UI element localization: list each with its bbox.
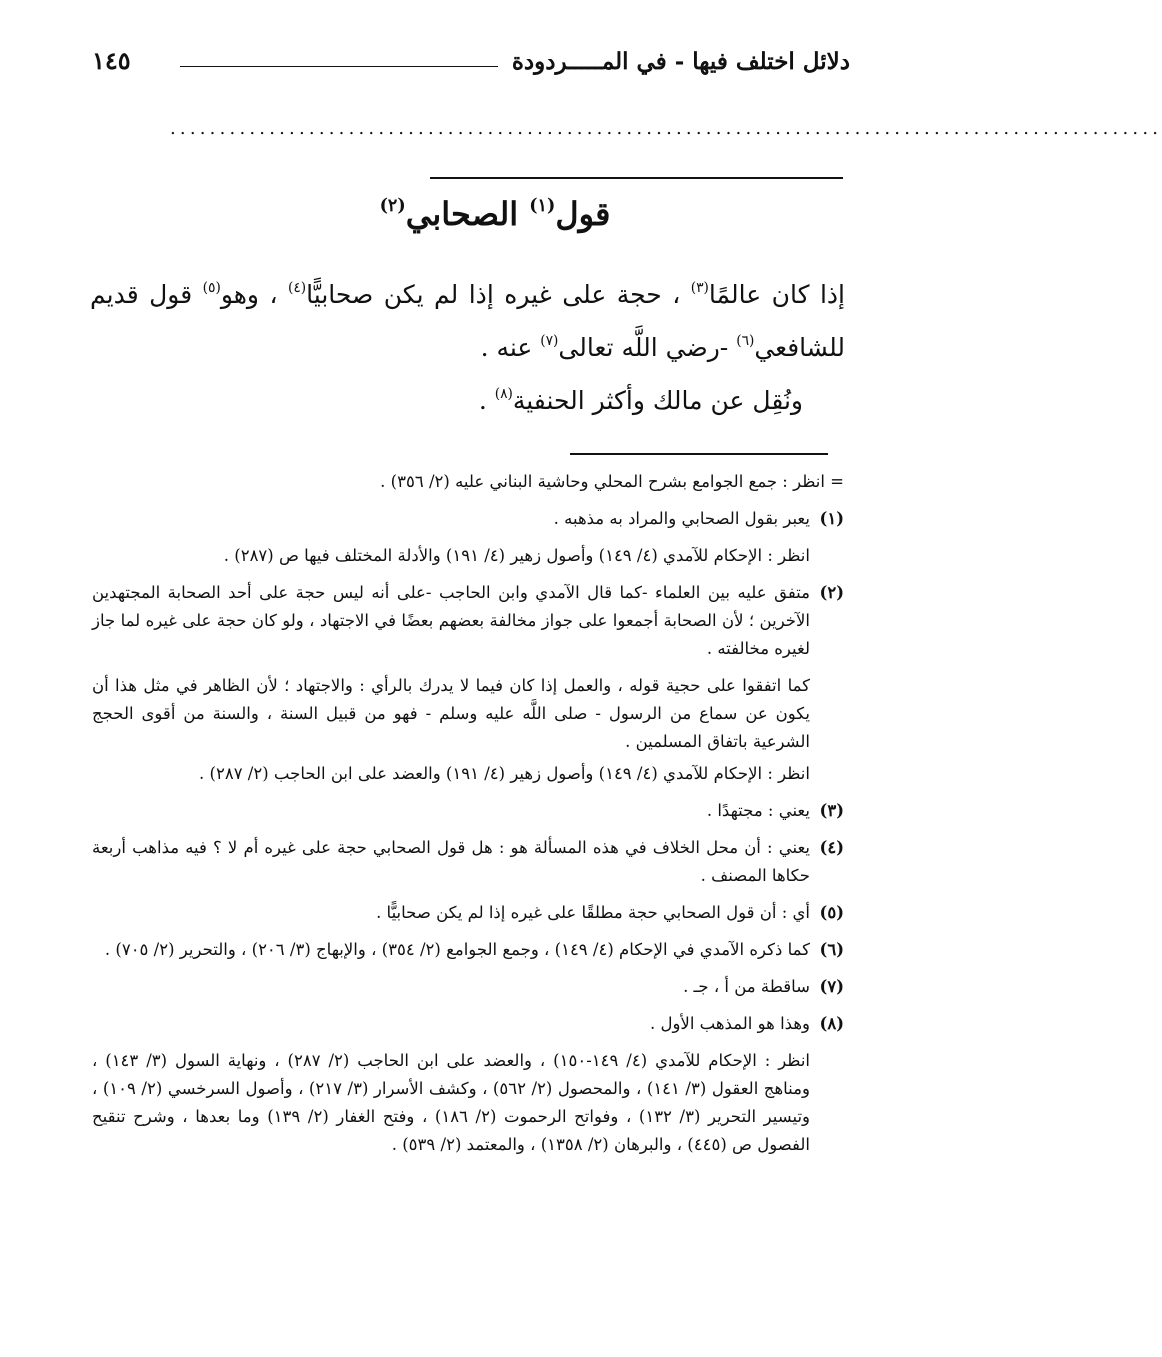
footnotes [92,468,844,1168]
footnote-number: (٣) [819,801,844,820]
footnote-text: وهذا هو المذهب الأول . [649,1014,810,1033]
footnote-6 [92,936,844,968]
footnote-text: انظر : الإحكام للآمدي (٤/ ١٤٩-١٥٠) ، والعضد على ابن الحاجب (٢/ ٢٨٧) ، ونهاية السول (٣/ ١٤٣) ، ومناهج العقول (٣/ ١٤١) ، والمحصول (٢/ ٥٦٢) ، وكشف الأسرار (٣/ ٢١٧) ، وأصول السرخسي (٢/ ١٠٩) ، وتيسير التحرير (٣/ ١٣٢) ، وفواتح الرحموت (٢/ ١٨٦) ، وفتح الغفار (٢/ ١٣٩) وما بعدها ، وشرح تنقيح الفصول ص (٤٤٥) ، والبرهان (٢/ ١٣٥٨) ، والمعتمد (٢/ ٥٣٩) . [92,1051,811,1154]
footnote-number: (٨) [819,1014,844,1033]
footnote-1-sources [92,542,844,574]
text-run: -رضي اللَّه تعالى [558,333,729,362]
footnote-number: (٤) [819,838,844,857]
footnote-continuation [92,468,844,500]
footnote-text: ساقطة من أ ، جـ . [683,977,810,996]
footnote-text: يعني : مجتهدًا . [706,801,810,820]
footnote-number: (٧) [819,977,844,996]
footnote-text: كما ذكره الآمدي في الإحكام (٤/ ١٤٩) ، وجمع الجوامع (٢/ ٣٥٤) ، والإبهاج (٣/ ٢٠٦) ، والتحرير (٢/ ٧٠٥) . [104,940,810,959]
text-run: ، حجة على غيره إذا لم يكن صحابيًّا [306,280,681,309]
footnote-ref-7[interactable]: (٧) [540,333,559,349]
footnote-ref-2[interactable]: (٢) [379,194,406,216]
section-rule [430,177,843,179]
footnote-3 [92,797,844,829]
text-run: . [478,386,487,415]
text-run: ونُقِل عن مالك وأكثر الحنفية [512,386,803,415]
section-heading [260,195,730,233]
main-paragraph-2 [90,374,845,427]
footnote-text: = انظر : جمع الجوامع بشرح المحلي وحاشية البناني عليه (٢/ ٣٥٦) . [380,472,844,491]
footnote-4 [92,834,844,894]
text-run: قول قديم للشافعي [90,280,845,362]
footnote-number: (١) [819,509,844,528]
footnote-ref-4[interactable]: (٤) [288,280,307,296]
page-number: ١٤٥ [92,46,131,75]
footnote-text: يعبر بقول الصحابي والمراد به مذهبه . [553,509,810,528]
footnote-text: انظر : الإحكام للآمدي (٤/ ١٤٩) وأصول زهير (٤/ ١٩١) والعضد على ابن الحاجب (٢/ ٢٨٧) . [199,764,810,783]
text-run: إذا كان عالمًا [708,280,845,309]
footnote-5 [92,899,844,931]
footnote-ref-8[interactable]: (٨) [494,386,513,402]
footnote-8 [92,1010,844,1042]
dotted-separator: .................................................................................................... [170,118,1162,139]
footnote-text: انظر : الإحكام للآمدي (٤/ ١٤٩) وأصول زهير (٤/ ١٩١) والأدلة المختلف فيها ص (٢٨٧) . [223,546,810,565]
main-text [90,268,845,427]
footnote-2 [92,579,844,667]
footnote-text: أي : أن قول الصحابي حجة مطلقًا على غيره إذا لم يكن صحابيًّا . [376,903,810,922]
footnote-text: كما اتفقوا على حجية قوله ، والعمل إذا كان فيما لا يدرك بالرأي : والاجتهاد ؛ لأن الظاهر في مثل هذا أن يكون عن سماع من الرسول - صلى اللَّه عليه وسلم - فهو من قبيل السنة ، والسنة من أقوى الحجج الشرعية باتفاق المسلمين . [92,676,810,751]
footnote-number: (٦) [819,940,844,959]
footnote-8-sources [92,1047,844,1163]
footnote-ref-3[interactable]: (٣) [690,280,709,296]
footnote-text: متفق عليه بين العلماء -كما قال الآمدي وابن الحاجب -على أنه ليس حجة على أحد الصحابة المجتهدين الآخرين ؛ لأن الصحابة أجمعوا على جواز مخالفة بعضهم بعضًا في الاجتهاد ، ولو كان حجة على غيره لما جاز لغيره مخالفته . [92,583,810,658]
footnote-ref-6[interactable]: (٦) [736,333,755,349]
footnote-number: (٥) [819,903,844,922]
footnote-text: يعني : أن محل الخلاف في هذه المسألة هو : هل قول الصحابي حجة على غيره أم لا ؟ فيه مذاهب أربعة حكاها المصنف . [92,838,810,885]
footnote-1 [92,505,844,537]
footnote-number: (٢) [819,583,844,602]
header-rule [180,66,498,67]
page-header [92,48,850,88]
footnote-rule [570,453,828,455]
running-title: دلائل اختلف فيها - في المـــــردودة [511,48,850,75]
footnote-2-continued [92,672,844,792]
main-paragraph-1 [90,268,845,374]
text-run: ، وهو [220,280,278,309]
heading-word-2: الصحابي [405,195,519,233]
text-run: عنه . [480,333,533,362]
footnote-ref-5[interactable]: (٥) [202,280,221,296]
footnote-7 [92,973,844,1005]
footnote-ref-1[interactable]: (١) [529,194,556,216]
heading-word-1: قول [555,195,611,233]
